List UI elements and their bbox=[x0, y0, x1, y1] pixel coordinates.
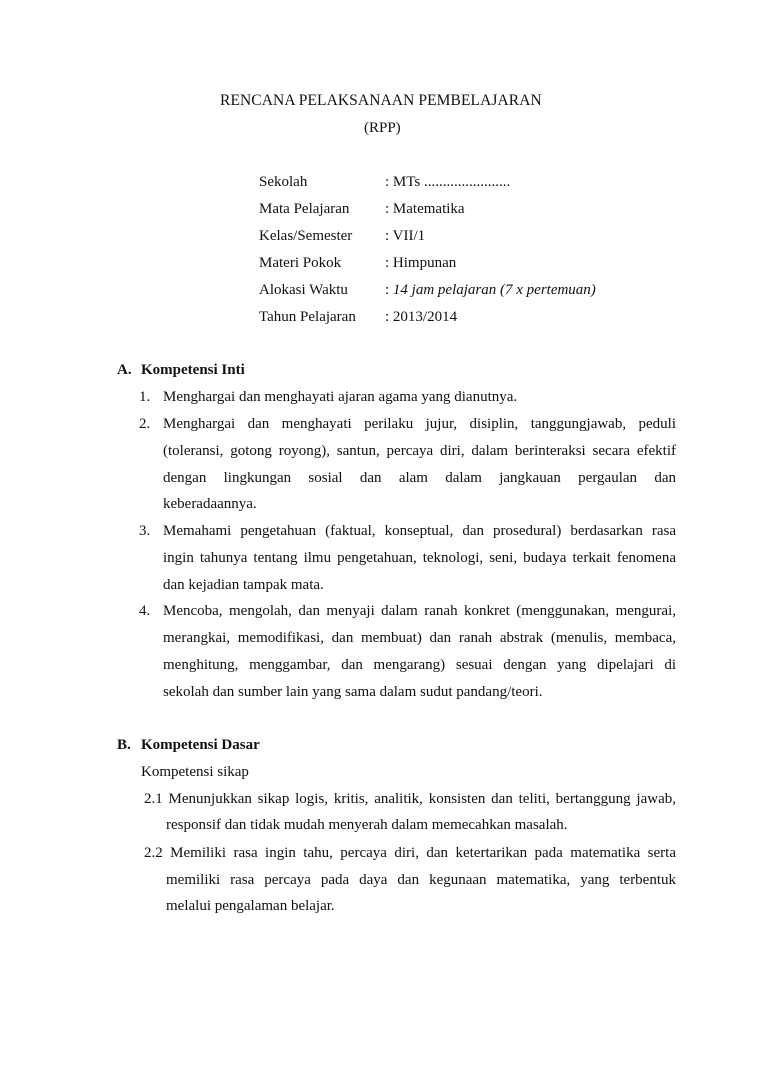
list-item-line: Menghargai dan menghayati perilaku jujur, disiplin, tanggungjawab, peduli bbox=[163, 416, 676, 432]
list-item-line: Menghargai dan menghayati ajaran agama yang dianutnya. bbox=[163, 389, 518, 405]
list-number: 3. bbox=[139, 523, 151, 539]
competency-line: melalui pengalaman belajar. bbox=[166, 898, 335, 914]
section-b-heading bbox=[117, 735, 260, 755]
section-title: Kompetensi Inti bbox=[141, 362, 245, 378]
list-item-line: dan kejadian tampak mata. bbox=[163, 577, 324, 593]
section-a-heading bbox=[117, 360, 245, 380]
identity-label: Mata Pelajaran bbox=[259, 201, 350, 217]
identity-value: : Matematika bbox=[385, 201, 465, 217]
competency-line: memiliki rasa percaya pada daya dan kegunaan matematika, yang terbentuk bbox=[166, 872, 676, 888]
list-number: 2. bbox=[139, 416, 151, 432]
list-item-line: (toleransi, gotong royong), santun, percaya diri, dalam berinteraksi secara efektif bbox=[163, 443, 676, 459]
identity-label: Kelas/Semester bbox=[259, 228, 353, 244]
identity-value: : MTs ....................... bbox=[385, 174, 511, 190]
competency-line: 2.2 Memiliki rasa ingin tahu, percaya diri, dan ketertarikan pada matematika serta bbox=[144, 845, 676, 861]
list-item-line: menghitung, menggambar, dan mengarang) sesuai dengan yang dipelajari di bbox=[163, 657, 676, 673]
list-item-line: dengan lingkungan sosial dan alam dalam jangkauan pergaulan dan bbox=[163, 470, 676, 486]
identity-value-italic: 14 jam pelajaran (7 x pertemuan) bbox=[392, 282, 596, 298]
competency-line: responsif dan tidak mudah menyerah dalam memecahkan masalah. bbox=[166, 817, 568, 833]
identity-label: Tahun Pelajaran bbox=[259, 309, 356, 325]
section-letter: A. bbox=[117, 362, 132, 378]
identity-value-prefix: : bbox=[385, 282, 393, 298]
identity-label: Materi Pokok bbox=[259, 255, 342, 271]
list-item-line: merangkai, memodifikasi, dan membuat) dan ranah abstrak (menulis, membaca, bbox=[163, 630, 676, 646]
list-number: 1. bbox=[139, 389, 151, 405]
section-title: Kompetensi Dasar bbox=[141, 737, 260, 753]
document-title: RENCANA PELAKSANAAN PEMBELAJARAN bbox=[220, 92, 542, 109]
identity-label: Sekolah bbox=[259, 174, 308, 190]
identity-value: : VII/1 bbox=[385, 228, 426, 244]
identity-value: : Himpunan bbox=[385, 255, 457, 271]
identity-label: Alokasi Waktu bbox=[259, 282, 348, 298]
identity-value bbox=[385, 280, 596, 300]
document-subtitle: (RPP) bbox=[364, 120, 401, 136]
list-item-line: Memahami pengetahuan (faktual, konseptual, dan prosedural) berdasarkan rasa bbox=[163, 523, 676, 539]
list-number: 4. bbox=[139, 603, 151, 619]
section-letter: B. bbox=[117, 737, 131, 753]
competency-line: 2.1 Menunjukkan sikap logis, kritis, analitik, konsisten dan teliti, bertanggung jawab, bbox=[144, 791, 676, 807]
list-item-line: ingin tahunya tentang ilmu pengetahuan, teknologi, seni, budaya terkait fenomena bbox=[163, 550, 676, 566]
list-item-line: sekolah dan sumber lain yang sama dalam sudut pandang/teori. bbox=[163, 684, 543, 700]
identity-value: : 2013/2014 bbox=[385, 309, 458, 325]
subheading: Kompetensi sikap bbox=[141, 764, 249, 780]
list-item-line: keberadaannya. bbox=[163, 496, 257, 512]
list-item-line: Mencoba, mengolah, dan menyaji dalam ranah konkret (menggunakan, mengurai, bbox=[163, 603, 676, 619]
